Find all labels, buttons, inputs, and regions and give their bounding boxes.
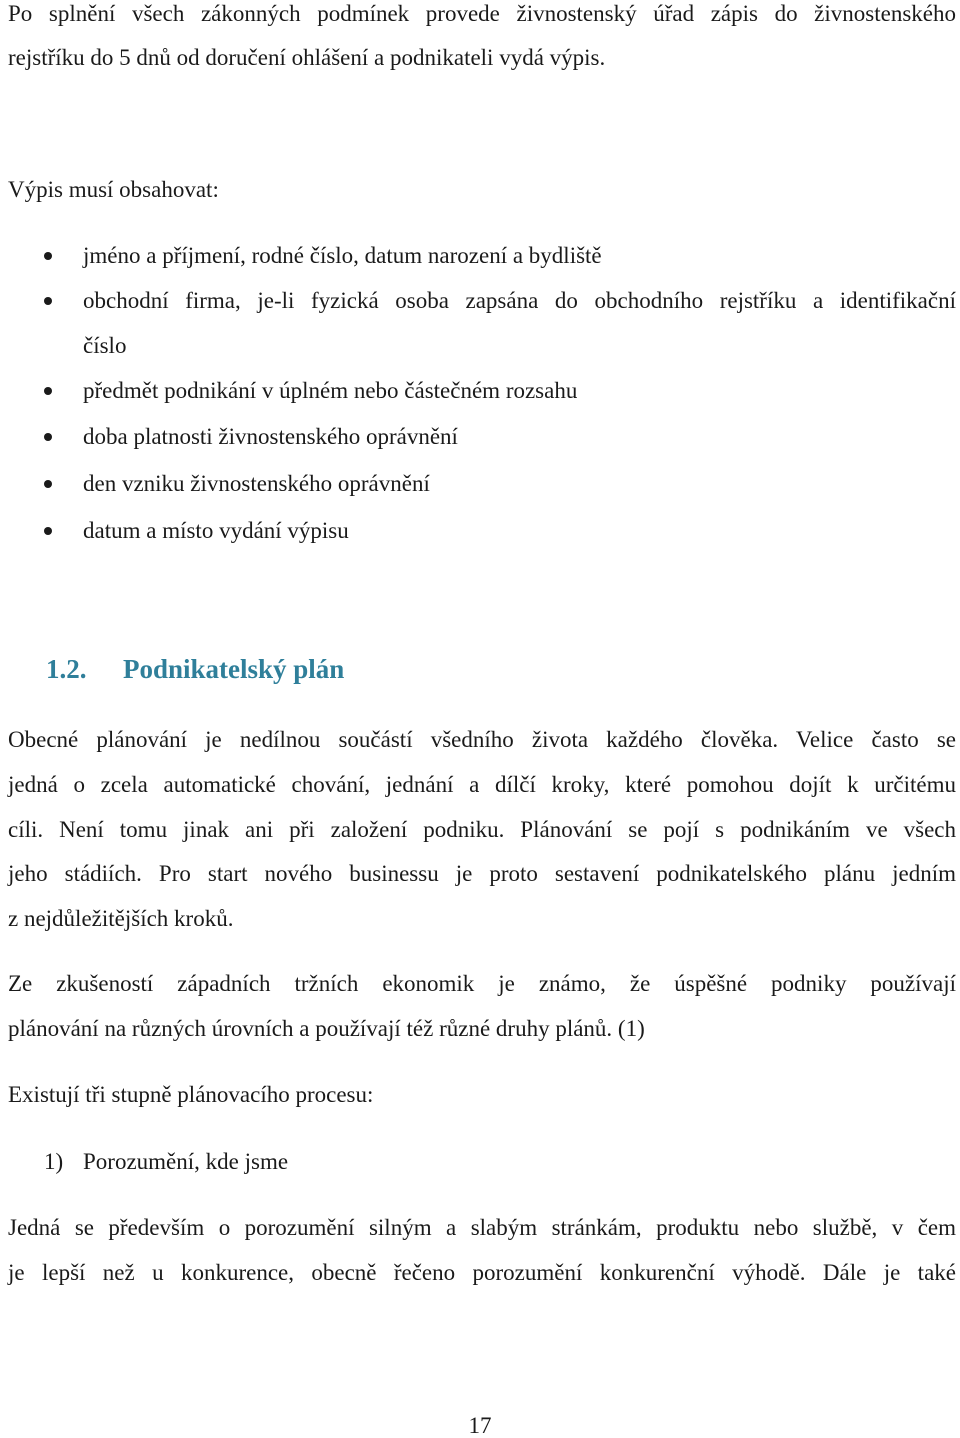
list-item: doba platnosti živnostenského oprávnění [83,424,458,449]
bullet-dot [44,387,52,395]
item-number: 1) [44,1149,64,1174]
paragraph-line: jedná o zcela automatické chování, jednání a dílčí kroky, které pomohou dojít k určitému [8,772,956,797]
bullet-dot [44,433,52,441]
section-heading [46,656,344,683]
bullet-dot [44,252,52,260]
bullet-dot [44,527,52,535]
bullet-dot [44,297,52,305]
bullet-dot [44,480,52,488]
intro-line-1: Po splnění všech zákonných podmínek provede živnostenský úřad zápis do živnostenského [8,1,956,26]
list-item: předmět podnikání v úplném nebo částečném rozsahu [83,378,578,403]
list-item: den vzniku živnostenského oprávnění [83,471,430,496]
paragraph-line: Jedná se především o porozumění silným a slabým stránkám, produktu nebo službě, v čem [8,1215,956,1240]
paragraph-line: je lepší než u konkurence, obecně řečeno porozumění konkurenční výhodě. Dále je také [8,1260,956,1285]
paragraph-line: cíli. Není tomu jinak ani při založení podniku. Plánování se pojí s podnikáním ve všech [8,817,956,842]
stages-intro: Existují tři stupně plánovacího procesu: [8,1082,374,1107]
paragraph-line: z nejdůležitějších kroků. [8,906,234,931]
paragraph-line: Ze zkušeností západních tržních ekonomik je známo, že úspěšné podniky používají [8,971,956,996]
paragraph-line: jeho stádiích. Pro start nového businessu je proto sestavení podnikatelského plánu jedním [8,861,956,886]
list-item-continuation: číslo [83,333,127,358]
numbered-item [44,1150,288,1173]
list-intro: Výpis musí obsahovat: [8,177,219,202]
paragraph-line: Obecné plánování je nedílnou součástí všedního života každého člověka. Velice často se [8,727,956,752]
list-item: obchodní firma, je-li fyzická osoba zapsána do obchodního rejstříku a identifikační [83,288,956,313]
paragraph-line: plánování na různých úrovních a používají též různé druhy plánů. (1) [8,1016,645,1041]
page-number: 17 [468,1413,492,1438]
item-text: Porozumění, kde jsme [83,1149,289,1174]
list-item: datum a místo vydání výpisu [83,518,349,543]
section-number: 1.2. [46,654,87,684]
list-item: jméno a příjmení, rodné číslo, datum narození a bydliště [83,243,602,268]
section-title: Podnikatelský plán [123,654,345,684]
intro-line-2: rejstříku do 5 dnů od doručení ohlášení a podnikateli vydá výpis. [8,45,606,70]
